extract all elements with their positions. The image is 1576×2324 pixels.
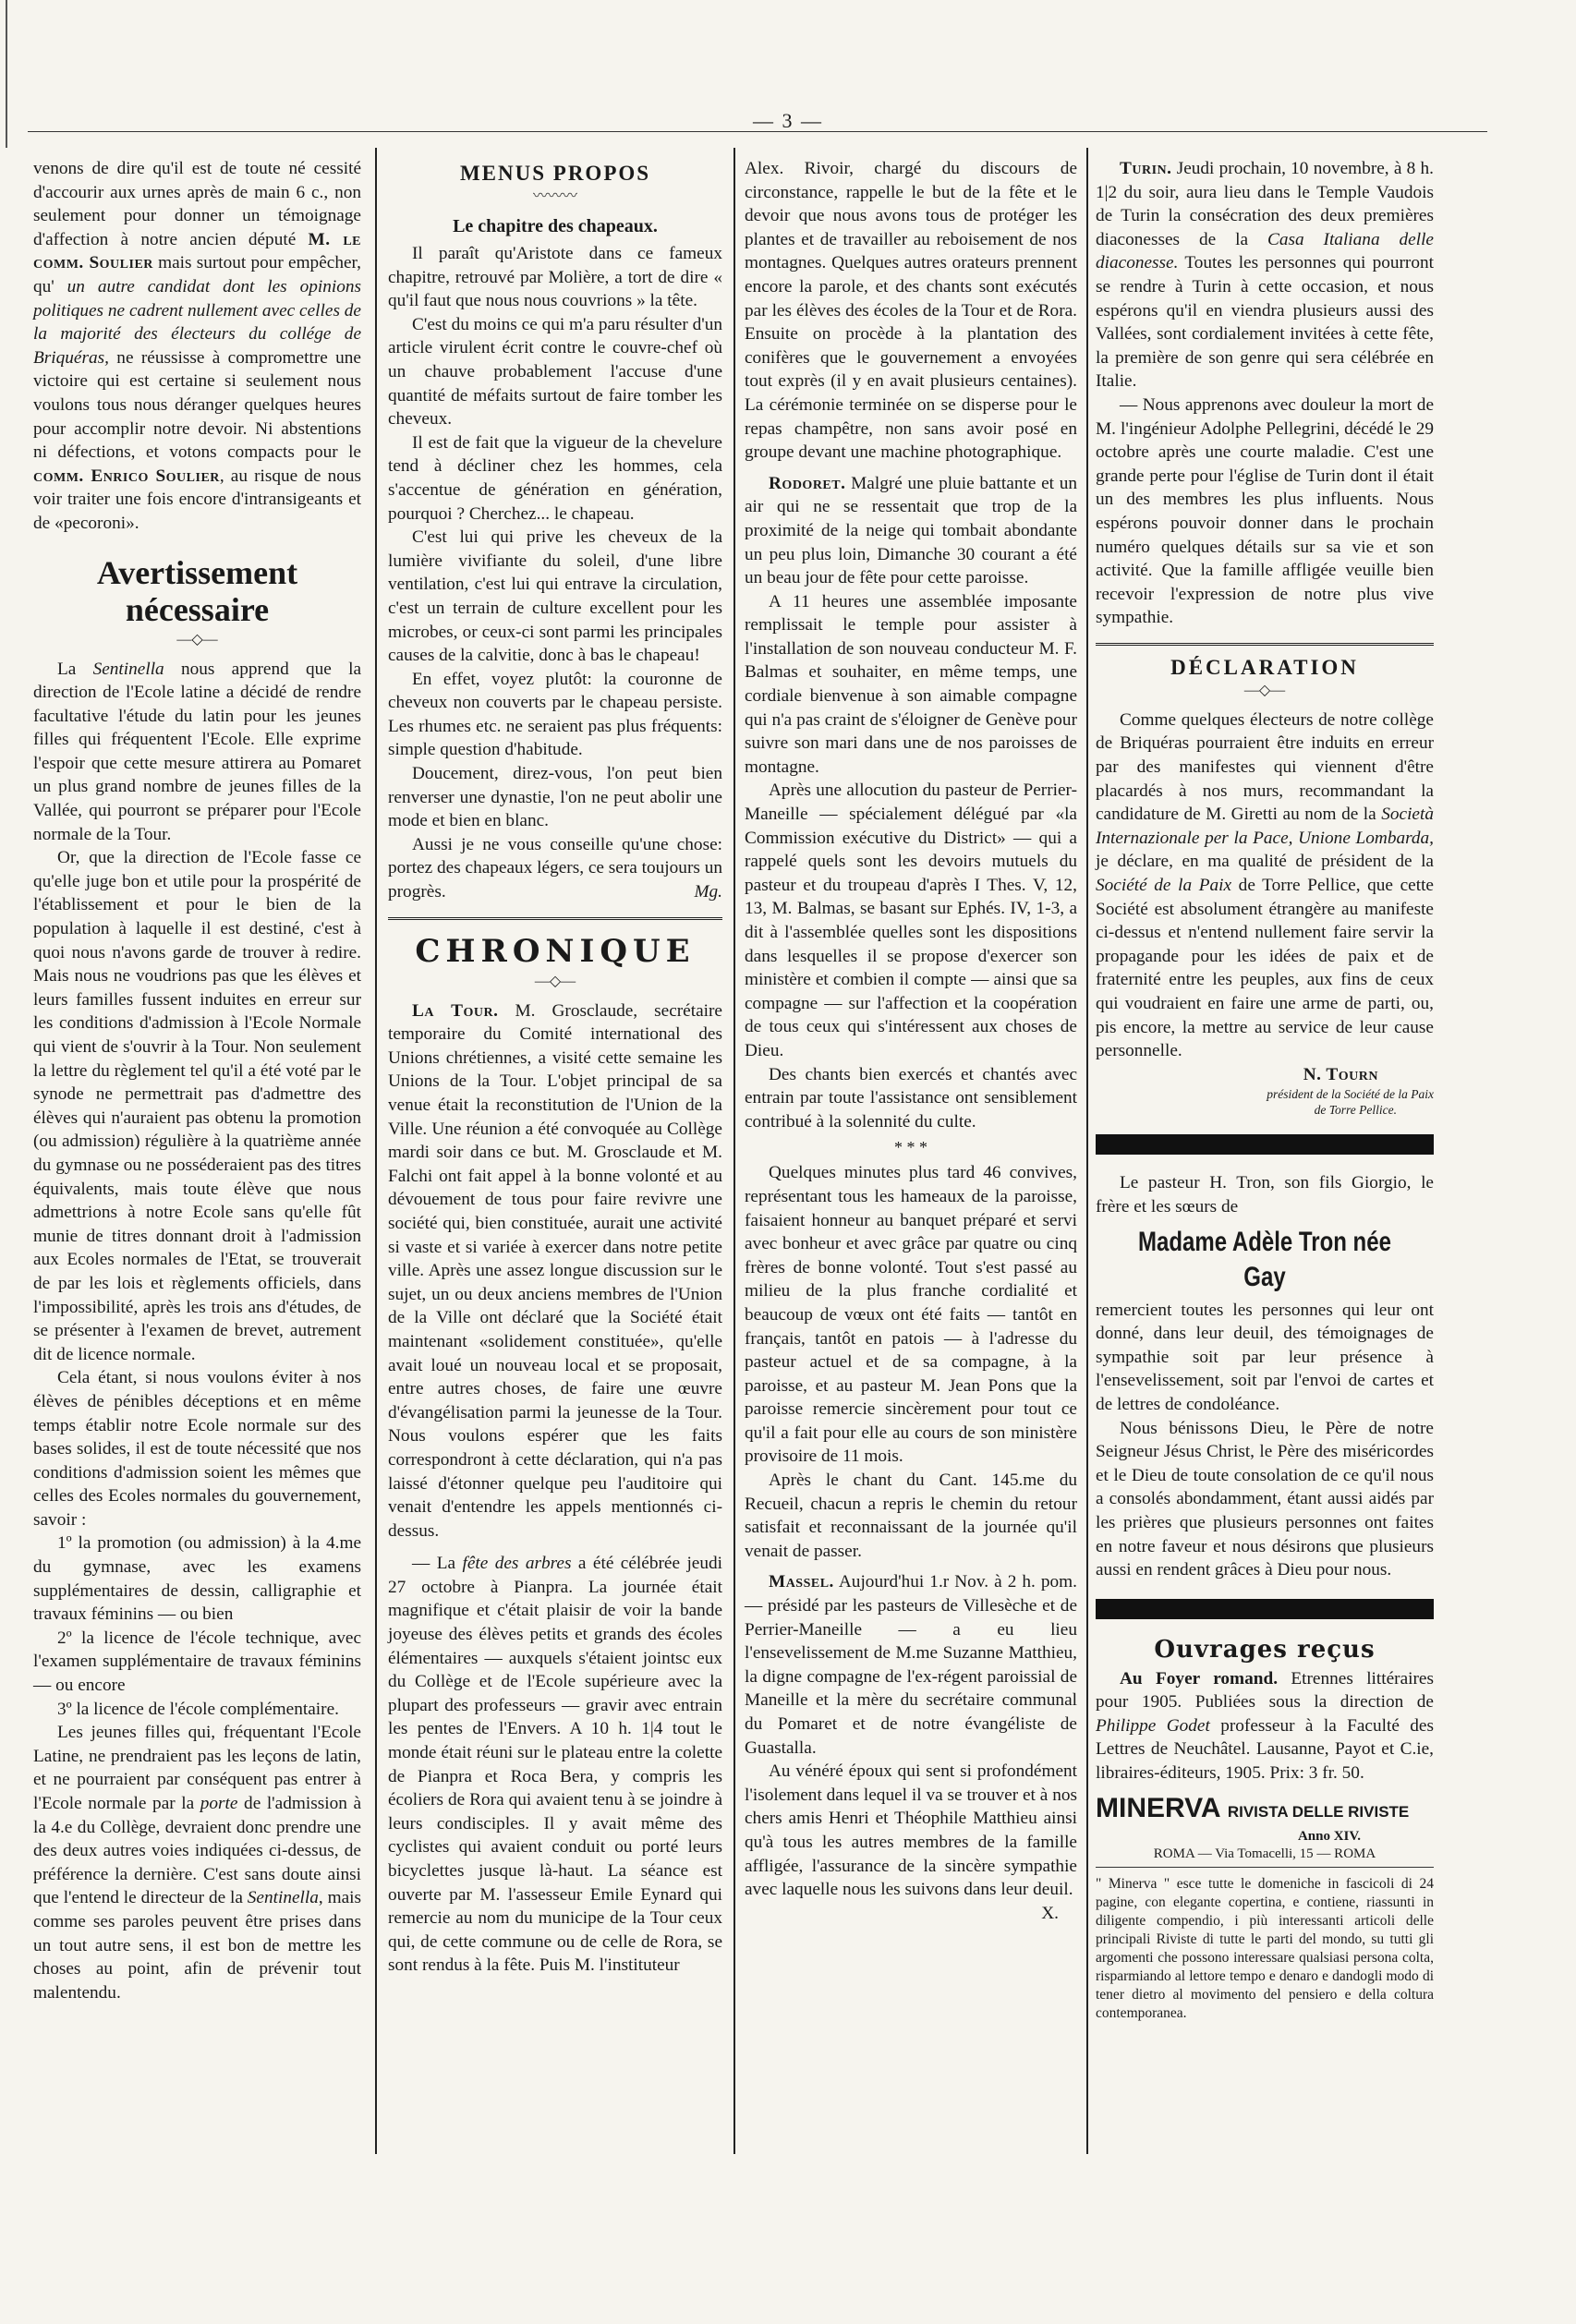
menus-paragraph: Il est de fait que la vigueur de la chevelure tend à décliner chez les hommes, cela s'accentue de génération en génération, pourquoi ? Cherchez... le chapeau. — [388, 432, 722, 524]
sentinella-paragraph: La Sentinella nous apprend que la direction de l'Ecole latine a décidé de rendre facultative l'étude du latin pour les jeunes filles qui fréquentent l'Ecole. Elle exprime l'espoir que cette mesure attirera au Pomaret un plus grand nombre de jeunes filles de la Vallée, qui pourront se préparer pour l'Ecole normale de la Tour. — [33, 659, 362, 844]
chapeaux-subheading: Le chapitre des chapeaux. — [453, 216, 658, 236]
section-separator — [388, 917, 722, 920]
fete-arbres-paragraph: — La fête des arbres a été célébrée jeudi 27 octobre à Pianpra. La journée était magnifique et c'était plaisir de voir la bande joyeuse des élèves petits et grands des écoles élémentaires — auxquels s'étaient jointsc eux du Collège et de l'Ecole supérieure avec la plupart des professeurs — gravir avec entrain les pentes de l'Envers. A 10 h. 1|4 tout le monde était réuni sur le plateau entre la colette de Pianpra et Roca Bera, y compris les écoliers de Rora qui avaient tenu à se joindre à leurs condisciples. Il y avait même des cyclistes qui avaient conduit ou porté leurs bicyclettes jusque là-haut. La séance est ouverte par M. l'assesseur Emile Eynard qui remercie au nom du municipe de la Tour ceux qui, de cette commune ou de celle de Rora, se sont rendus à la fête. Puis M. l'instituteur — [388, 1554, 722, 1976]
menus-paragraph: C'est lui qui prive les cheveux de la lumière vivifiante du soleil, d'une libre ventilation, c'est lui qui entrave la circulation, c'est un terrain de culture excellent pour les microbes, or ceux-ci sont parmi les principales causes de la calvitie, donc à bas le chapeau! — [388, 527, 722, 666]
column-3 — [745, 157, 1077, 1925]
rivoir-paragraph: Alex. Rivoir, chargé du discours de circonstance, rappelle le but de la fête et le devoir que nous avons tous de protéger les plantes et de travailler au reboisement de nos montagnes. Quelques autres orateurs prennent encore la parole, et des chants sont exécutés par les élèves des écoles de la Tour et de Rora. Ensuite on procède à la plantation des conifères que le gouvernement a envoyées tout exprès (il y en avait plusieurs centaines). La cérémonie terminée on se disperse pour le repas champêtre, non sans avoir posé en groupe devant une machine photographique. — [745, 159, 1077, 463]
page-number: — 3 — — [753, 109, 823, 132]
minerva-description: " Minerva " esce tutte le domeniche in fascicoli di 24 pagine, con elegante copertina, e contiene, riassunti in diligente compendio, i più interessanti articoli delle principali Riviste di tutte le parti del mondo, su tutti gli argomenti che possono interessare qualsiasi persona colta, risparmiando al lettore tempo e denaro e dandogli modo di tener dietro al movimento del pensiero e della coltura contemporanea. — [1096, 1875, 1434, 2021]
jeunes-filles-paragraph: Les jeunes filles qui, fréquentant l'Ecole Latine, ne prendraient pas les leçons de latin, et ne pourraient par conséquent pas entrer à l'Ecole normale par la porte de l'admission à la 4.e du Collège, devraient donc prendre une des deux autres voies indiquées ci-dessus, de préférence la dernière. C'est sans doute ainsi que l'entend le directeur de la Sentinella, mais comme ses paroles peuvent être prises dans un tout autre sens, il est bon de mettre les choses au point, afin de prévenir tout malentendu. — [33, 1723, 361, 2003]
black-separator — [1096, 1599, 1434, 1619]
minerva-anno: Anno XIV. — [1297, 1828, 1362, 1844]
massel-signature: X. — [1041, 1903, 1059, 1923]
declaration-paragraph: Comme quelques électeurs de notre collège de Briquéras pourraient être induits en erreur par des manifestes qui viennent d'être placardés à nos murs, recommandant la candidature de M. Giretti au nom de la Società Internazionale per la Pace, Unione Lombarda, je déclare, en ma qualité de président de la Société de la Paix de Torre Pellice, que cette Société est absolument étrangère au manifeste ci-dessus et n'entend nullement faire servir la propagande pour les idées de paix et de fraternité entre les peuples, aux fins de ceux qui voudraient en faire une arme de parti, ou, pis encore, la mettre au service de leur cause personnelle. — [1096, 709, 1434, 1061]
pellegrini-paragraph: — Nous apprenons avec douleur la mort de M. l'ingénieur Adolphe Pellegrini, décédé le 29 octobre après une courte maladie. C'est une grande perte pour l'église de Turin dont il était un des membres les plus influents. Nous espérons pouvoir donner dans le prochain numéro quelques détails sur sa vie et son activité. Que la famille affligée veuille bien recevoir l'expression de notre plus vive sympathie. — [1096, 394, 1434, 628]
massel-paragraph: Massel. Aujourd'hui 1.r Nov. à 2 h. pom. — présidé par les pasteurs de Villesèche et de Perrier-Maneille — a eu lieu l'ensevelissement de M.me Suzanne Matthieu, la digne compagne de l'ex-régent paroissial de Maneille et la mère du secrétaire communal du Pomaret et de notre évangéliste de Guastalla. — [745, 1572, 1077, 1758]
remerciement-paragraph: Nous bénissons Dieu, le Père de notre Seigneur Jésus Christ, le Père des miséricordes et le Dieu de toute consolation de ce qu'il nous a consolés abondamment, étant aussi aidés par les prières que plusieurs personnes ont faites en notre faveur et nous désirons que plusieurs aussi en rendent grâces à Dieu pour nous. — [1096, 1418, 1434, 1580]
ouvrages-heading: Ouvrages reçus — [1154, 1635, 1376, 1664]
section-separator — [1096, 643, 1434, 646]
foyer-paragraph: Au Foyer romand. Etrennes littéraires pour 1905. Publiées sous la direction de Philippe Godet professeur à la Faculté des Lettres de Neuchâtel. Lausanne, Payot et C.ie, libraires-éditeurs, 1905. Prix: 3 fr. 50. — [1096, 1668, 1434, 1784]
declaration-signature: N. Tourn — [1303, 1064, 1378, 1084]
menus-paragraph: Doucement, direz-vous, l'on peut bien renverser une dynastie, l'on ne peut abolir une mode et bien en blanc. — [388, 764, 722, 831]
ornament: —◇— — [534, 973, 576, 989]
rodoret-paragraph: Des chants bien exercés et chantés avec entrain par toute l'assistance ont sensiblement contribué à la solennité du culte. — [745, 1064, 1077, 1132]
menus-paragraph: En effet, voyez plutôt: la couronne de cheveux non couverts par le chapeau persiste. Les rhumes etc. ne seraient pas plus fréquents: simple question d'habitude. — [388, 669, 722, 760]
avertissement-heading: Avertissement nécessaire — [96, 553, 298, 628]
deceased-name: Madame Adèle Tron née Gay — [1138, 1226, 1391, 1292]
asterism: * * * — [894, 1138, 927, 1157]
column-rule-3 — [1086, 148, 1088, 2154]
declaration-role: de Torre Pellice. — [1314, 1103, 1397, 1118]
condition-item: 3º la licence de l'école complémentaire. — [57, 1699, 339, 1719]
massel-paragraph: Au vénéré époux qui sent si profondément l'isolement dans lequel il va se trouver et à nos chers amis Henri et Théophile Matthieu ainsi qu'à tous les autres membres de la famille affligée, l'assurance de la sincère sympathie avec laquelle nous les suivons dans leur deuil. X. — [745, 1760, 1077, 1902]
rodoret-paragraph: A 11 heures une assemblée imposante remplissait le temple pour assister à l'installation de son nouveau conducteur M. F. Balmas et souhaiter, en même temps, une cordiale bienvenue à son aimable compagne qui n'a pas craint de s'éloigner de Genève pour suivre son mari dans une de nos paroisses de montagne. — [745, 591, 1077, 777]
remerciement-paragraph: Le pasteur H. Tron, son fils Giorgio, le frère et les sœurs de — [1096, 1173, 1434, 1216]
condition-item: 1º la promotion (ou admission) à la 4.me du gymnase, avec les examens supplémentaires de dessin, calligraphie et travaux féminins — ou bien — [33, 1533, 361, 1625]
ornament: —◇— — [1243, 682, 1286, 698]
declaration-role: président de la Société de la Paix — [1267, 1087, 1434, 1102]
rodoret-paragraph: Après une allocution du pasteur de Perrier-Maneille — spécialement délégué par «la Commission exécutive du District» — qui a rappelé quels sont les devoirs mutuels du pasteur et du troupeau d'après I Thes. V, 12, 13, M. Balmas, se basant sur Ephés. IV, 1-3, a dit à l'assemblée quelles sont les dispositions dans lesquelles il se propose d'exercer son ministère et combien il compte — ainsi que sa compagne — sur l'affection et la coopération de tous ceux qui s'intéressent aux choses de Dieu. — [745, 781, 1077, 1060]
rodoret-paragraph: Rodoret. Malgré une pluie battante et un air qui ne se ressentait que trop de la proximité de la neige qui tombait abondante un peu plus loin, Dimanche 30 courant a été un beau jour de fête pour cette paroisse. — [745, 473, 1077, 588]
conditions-paragraph: Cela étant, si nous voulons éviter à nos élèves de pénibles déceptions et en même temps établir notre Ecole normale sur des bases solides, il est de toute nécessité que nos conditions d'admission soient les mêmes que celles des Ecoles normales du gouvernement, savoir : — [33, 1368, 361, 1530]
la-tour-paragraph: La Tour. M. Grosclaude, secrétaire temporaire du Comité international des Unions chrétiennes, a visité cette semaine les Unions de la Tour. L'objet principal de sa venue était la reconstitution de l'Union de la Ville. Une réunion a été convoquée au Collège mardi soir dans ce but. M. Grosclaude et M. Falchi ont fait appel à la bonne volonté et au dévouement de tous pour faire revivre une société qui, bien constituée, aurait une activité si vaste et si variée à exercer dans notre petite ville. Après une assez longue discussion sur le sujet, un ou deux anciens membres de l'Union de la Ville ont déclaré que la Société était maintenant «solidement constituée», qu'elle avait loué un nouveau local et se proposait, entre autres choses, de faire une œuvre d'évangélisation parmi la jeunesse de la Tour. Nous voulons espérer que les faits correspondront à cette déclaration, qui n'a pas laissé d'étonner quelque peu l'auditoire qui venait d'entendre les appels mentionnés ci-dessus. — [388, 1000, 722, 1541]
black-separator — [1096, 1134, 1434, 1155]
minerva-address: ROMA — Via Tomacelli, 15 — ROMA — [1096, 1845, 1434, 1868]
column-rule-2 — [733, 148, 735, 2154]
declaration-heading: DÉCLARATION — [1170, 655, 1359, 679]
menus-propos-heading: MENUS PROPOS — [459, 162, 651, 185]
ornament: —◇— — [176, 631, 218, 648]
header-rule — [28, 131, 1487, 132]
menus-signature: Mg. — [694, 882, 722, 902]
chronique-heading: CHRONIQUE — [415, 932, 696, 970]
column-rule-1 — [375, 148, 377, 2154]
column-2 — [388, 157, 722, 1978]
election-paragraph: venons de dire qu'il est de toute né cessité d'accourir aux urnes après de main 6 c., non seulement pour donner un témoignage d'affection à notre ancien député M. le comm. Soulier mais surtout pour empêcher, qu' un autre candidat dont les opinions politiques ne cadrent nullement avec celles de la majorité des électeurs du collége de Briquéras, ne réussisse à compromettre une victoire qui est certaine si seulement nous voulons tous nous déranger quelques heures pour accomplir notre devoir. Ni abstentions ni défections, et votons compacts pour le comm. Enrico Soulier, au risque de nous voir traiter une fois encore d'intransigeants et de «pecoroni». — [33, 159, 361, 533]
menus-paragraph: Il paraît qu'Aristote dans ce fameux chapitre, retrouvé par Molière, a tort de dire « qu'il faut que nous nous couvrions » la tête. — [388, 244, 722, 311]
condition-item: 2º la licence de l'école technique, avec l'examen supplémentaire de travaux féminins — ou encore — [33, 1628, 361, 1696]
column-4 — [1096, 157, 1434, 2023]
ecole-paragraph: Or, que la direction de l'Ecole fasse ce qu'elle juge bon et utile pour la prospérité de l'établissement et pour le bien de la population à laquelle il est destiné, c'est à quoi nous n'avons garde de trouver à redire. Mais nous ne voudrions pas que les élèves et leurs familles fussent induites en erreur sur les conditions d'admission à l'Ecole Normale qui vient de s'ouvrir à la Tour. Non seulement la lettre du règlement tel qu'il a été voté par le synode ne permettrait pas d'admettre des élèves qui n'auraient pas obtenu la promotion (ou admission) régulière à la quatrième année du gymnase ou ne posséderaient pas des titres équivalents, mais toute élève que nous admettrions à notre Ecole sans qu'elle fût munie de titres donnant droit à l'admission aux Ecoles normales de l'Etat, se trouverait de par les lois et règlements officiels, dans l'impossibilité, après les trois ans d'études, de se présenter à l'examen de brevet, autrement dit de licence normale. — [33, 848, 361, 1364]
minerva-title: MINERVA RIVISTA DELLE RIVISTE — [1096, 1792, 1410, 1823]
ornament: 〰〰〰 — [532, 188, 577, 204]
column-1 — [33, 157, 361, 2004]
menus-paragraph: Aussi je ne vous conseille qu'une chose: portez des chapeaux légers, ce sera toujours un progrès. Mg. — [388, 833, 722, 904]
banquet-paragraph: Après le chant du Cant. 145.me du Recueil, chacun a repris le chemin du retour satisfait et reconnaissant de la journée qu'il venait de passer. — [745, 1471, 1077, 1561]
turin-paragraph: Turin. Jeudi prochain, 10 novembre, à 8 h. 1|2 du soir, aura lieu dans le Temple Vaudois de Turin la consécration des deux premières diaconesses de la Casa Italiana delle diaconesse. Toutes les personnes qui pourront se rendre à Turin à cette occasion, et nous espérons qu'il en viendra plusieurs aussi des Vallées, sont cordialement invitées à cette fête, la première de son genre qui sera célébrée en Italie. — [1096, 159, 1434, 392]
remerciement-paragraph: remercient toutes les personnes qui leur ont donné, dans leur deuil, des témoignages de sympathie soit par leur présence à l'ensevelissement, soit par l'envoi de cartes et de lettres de condoléance. — [1096, 1300, 1434, 1414]
menus-paragraph: C'est du moins ce qui m'a paru résulter d'un article virulent écrit contre le couvre-chef où un chauve probablement l'accuse d'une quantité de méfaits surtout de faire tomber les cheveux. — [388, 314, 722, 430]
banquet-paragraph: Quelques minutes plus tard 46 convives, représentant tous les hameaux de la paroisse, faisaient honneur au banquet préparé et servi avec bonheur et avec grâce par quatre ou cinq frères de bonne volonté. Tout s'est passé au milieu de la plus franche cordialité et beaucoup de vœux ont été faits — tantôt en français, tantôt en patois — à l'adresse du pasteur actuel et de sa compagne, à la paroisse, et au pasteur M. Jean Pons que la paroisse remercie sincèrement pour tout ce qu'il a fait pour elle au cours de son ministère provisoire de 11 mois. — [745, 1163, 1077, 1467]
